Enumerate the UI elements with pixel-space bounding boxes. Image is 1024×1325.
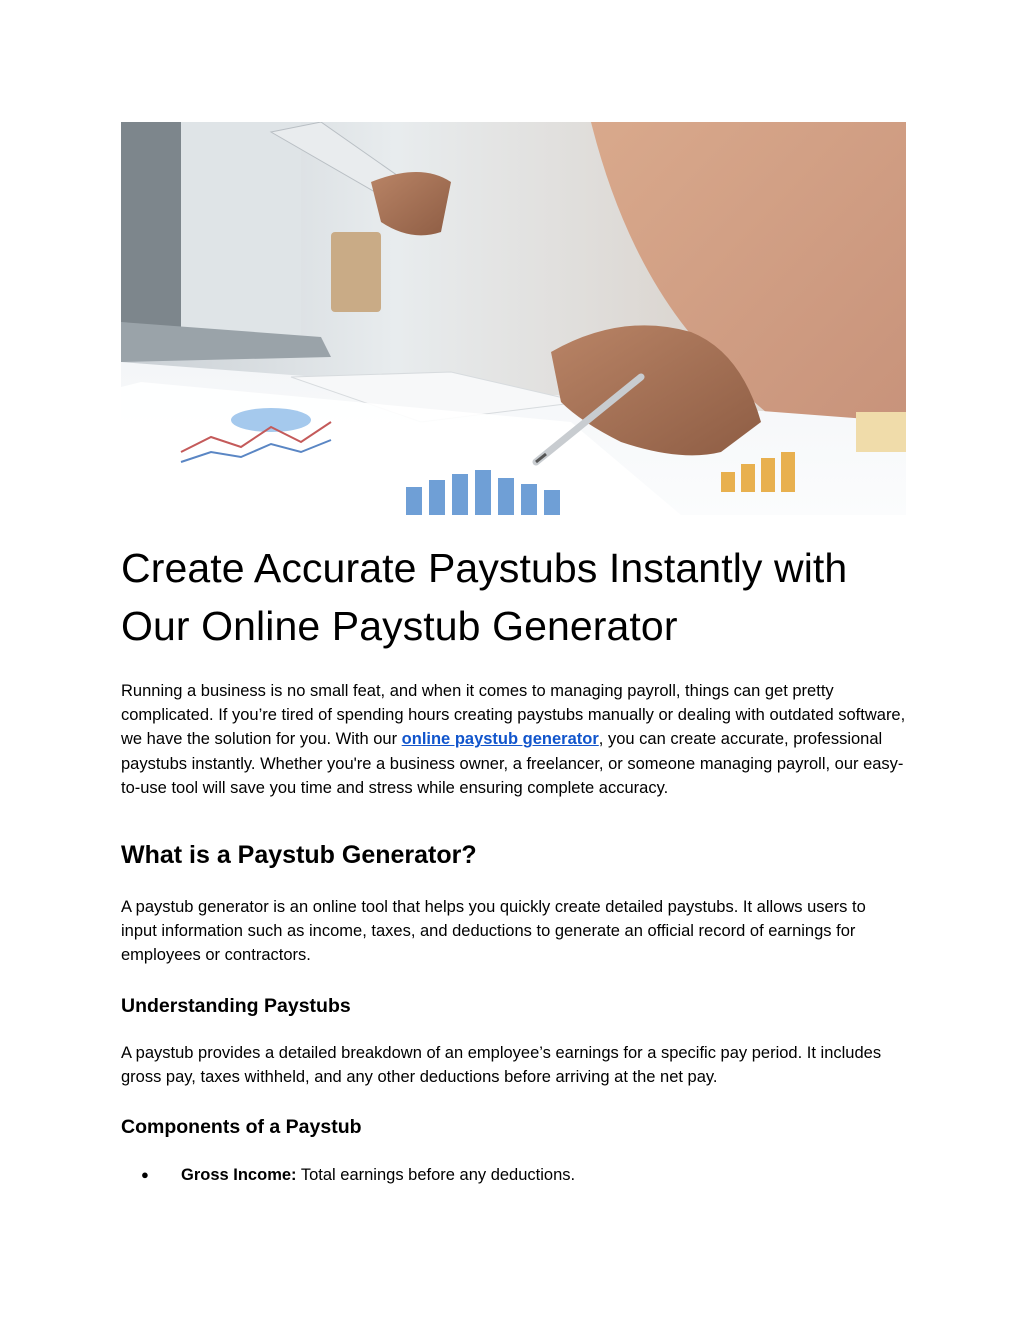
online-paystub-generator-link[interactable]: online paystub generator bbox=[401, 730, 599, 749]
subheading-components: Components of a Paystub bbox=[121, 1116, 362, 1139]
bullet-icon: ● bbox=[141, 1167, 149, 1183]
subheading-understanding-paystubs: Understanding Paystubs bbox=[121, 994, 351, 1017]
list-item-description: Total earnings before any deductions. bbox=[296, 1166, 576, 1185]
section-what-is-paragraph: A paystub generator is an online tool that helps you quickly create detailed paystubs. It allows users to input information such as income, taxes, and deductions to generate an official record of earnings for employees or contractors. bbox=[121, 898, 866, 965]
components-list bbox=[121, 1163, 906, 1187]
office-photo-illustration bbox=[121, 122, 906, 515]
list-item-term: Gross Income: bbox=[181, 1166, 297, 1185]
understanding-paystubs-paragraph: A paystub provides a detailed breakdown of an employee’s earnings for a specific pay period. It includes gross pay, taxes withheld, and any other deductions before arriving at the net pay. bbox=[121, 1043, 882, 1086]
section-heading-what-is: What is a Paystub Generator? bbox=[121, 841, 477, 870]
intro-text-before-link: Running a business is no small feat, and when it comes to managing payroll, things can get pretty complicated. If you’re tired of spending hours creating paystubs manually or dealing with outdated software, we have the solution for you. With our bbox=[121, 682, 906, 749]
hero-image bbox=[121, 122, 906, 515]
intro-paragraph bbox=[121, 679, 906, 800]
intro-text-after-link: , you can create accurate, professional paystubs instantly. Whether you're a business owner, a freelancer, or someone managing payroll, our easy-to-use tool will save you time and stress while ensuring complete accuracy. bbox=[121, 730, 904, 797]
article-title: Create Accurate Paystubs Instantly with Our Online Paystub Generator bbox=[121, 545, 848, 649]
list-item bbox=[121, 1163, 906, 1187]
document-page bbox=[121, 122, 906, 1187]
